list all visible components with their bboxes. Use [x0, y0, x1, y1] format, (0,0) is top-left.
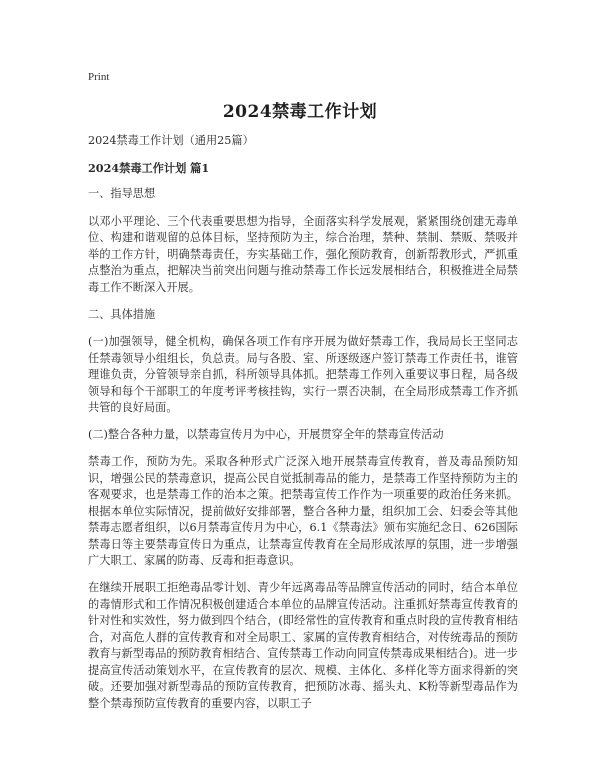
- paragraph-measure-2-heading: (二)整合各种力量，以禁毒宣传月为中心，开展贯穿全年的禁毒宣传活动: [88, 428, 444, 441]
- document-body: [88, 133, 518, 723]
- paragraph-guiding-ideology: 以邓小平理论、三个代表重要思想为指导，全面落实科学发展观，紧紧围绕创建无毒单位、构建和谐观留的总体目标，坚持预防为主，综合治理，禁种、禁制、禁贩、禁吸并举的工作方针，明确禁毒责任，夯实基础工作，强化预防教育，创新帮教形式，严抓重点整治为重点，把解决当前突出问题与推动禁毒工作长远发展相结合，积极推进全局禁毒工作不断深入开展。: [88, 214, 518, 294]
- document-title: 2024禁毒工作计划: [222, 102, 378, 122]
- print-link[interactable]: Print: [88, 71, 110, 83]
- section-heading-specific-measures: 二、具体措施: [88, 307, 156, 321]
- paragraph-measure-1: (一)加强领导，健全机构，确保各项工作有序开展为做好禁毒工作，我局局长王坚同志任禁毒领导小组组长，负总责。局与各股、室、所逐级逐户签订禁毒工作责任书，谁管理谁负责，分管领导亲自抓，科所领导具体抓。把禁毒工作列入重要议事日程，局各级领导和每个干部职工的年度考评考核挂钩，实行一票否决制，在全局形成禁毒工作齐抓共管的良好局面。: [88, 335, 518, 414]
- document-subtitle: 2024禁毒工作计划（通用25篇）: [88, 134, 254, 147]
- chapter-title: 2024禁毒工作计划 篇1: [88, 160, 210, 175]
- paragraph-measure-2-body-2: 在继续开展职工拒绝毒品零计划、青少年远离毒品等品牌宣传活动的同时，结合本单位的毒情形式和工作情况积极创建适合本单位的品牌宣传活动。注重抓好禁毒宣传教育的针对性和实效性，努力做到四个结合，(即经常性的宣传教育和重点时段的宣传教育相结合，对高危人群的宣传教育和对全局职工、家属的宣传教育相结合，对传统毒品的预防教育与新型毒品的预防教育相结合、宣传禁毒工作动向同宣传禁毒成果相结合)。进一步提高宣传活动策划水平，在宣传教育的层次、规模、主体化、多样化等方面求得新的突破。还要加强对新型毒品的预防宣传教育，把预防冰毒、摇头丸、K粉等新型毒品作为整个禁毒预防宣传教育的重要内容，以职工子: [88, 581, 518, 710]
- paragraph-measure-2-body-1: 禁毒工作，预防为先。采取各种形式广泛深入地开展禁毒宣传教育，普及毒品预防知识，增强公民的禁毒意识，提高公民自觉抵制毒品的能力，是禁毒工作坚持预防为主的客观要求，也是禁毒工作的治本之策。把禁毒宣传工作作为一项重要的政治任务来抓。根据本单位实际情况，提前做好安排部署，整合各种力量，组织加工会、妇委会等其他禁毒志愿者组织，以6月禁毒宣传月为中心，6.1《禁毒法》颁布实施纪念日、626国际禁毒日等主要禁毒宣传日为重点，让禁毒宣传教育在全局形成浓厚的氛围，进一步增强广大职工、家属的防毒、反毒和拒毒意识。: [88, 455, 518, 567]
- section-heading-guiding-ideology: 一、指导思想: [88, 187, 156, 200]
